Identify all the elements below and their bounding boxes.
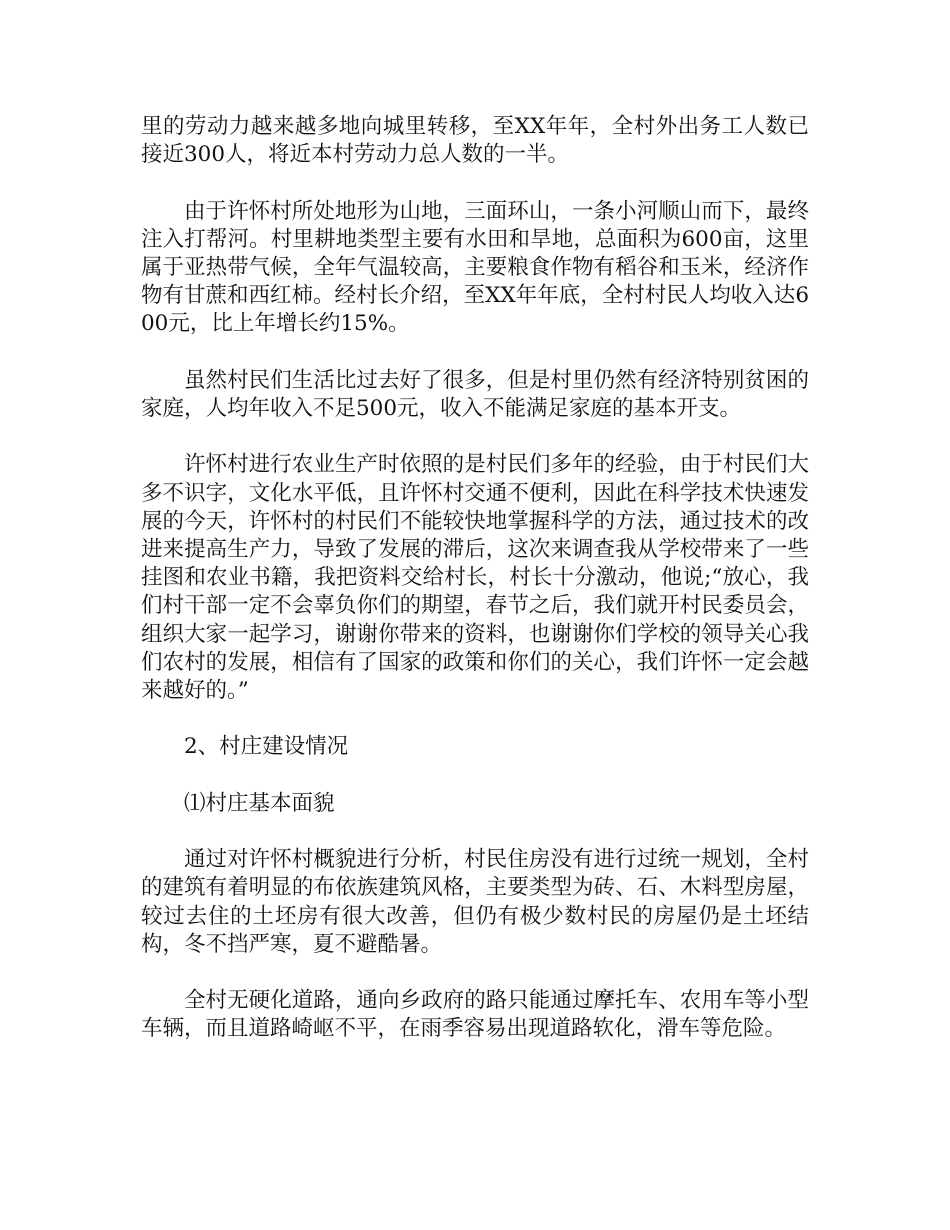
paragraph-housing: 通过对许怀村概貌进行分析，村民住房没有进行过统一规划，全村的建筑有着明显的布依族建筑风格，主要类型为砖、石、木料型房屋，较过去住的土坯房有很大改善，但仍有极少数村民的房屋仍是土坯结构，冬不挡严寒，夏不避酷暑。	[141, 847, 809, 957]
paragraph-roads: 全村无硬化道路，通向乡政府的路只能通过摩托车、农用车等小型车辆，而且道路崎岖不平，在雨季容易出现道路软化，滑车等危险。	[141, 988, 809, 1042]
subsection-heading-village-appearance: ⑴村庄基本面貌	[184, 790, 335, 816]
paragraph-geography-income: 由于许怀村所处地形为山地，三面环山，一条小河顺山而下，最终注入打帮河。村里耕地类型主要有水田和旱地，总面积为600亩，这里属于亚热带气候，全年气温较高，主要粮食作物有稻谷和玉米，经济作物有甘蔗和西红柿。经村长介绍，至XX年年底，全村村民人均收入达600元，比上年增长约15%。	[141, 198, 809, 337]
paragraph-poverty: 虽然村民们生活比过去好了很多，但是村里仍然有经济特别贫困的家庭，人均年收入不足500元，收入不能满足家庭的基本开支。	[141, 367, 809, 421]
section-heading-village-construction: 2、村庄建设情况	[184, 734, 349, 760]
paragraph-agriculture-technology: 许怀村进行农业生产时依照的是村民们多年的经验，由于村民们大多不识字，文化水平低，且许怀村交通不便利，因此在科学技术快速发展的今天，许怀村的村民们不能较快地掌握科学的方法，通过技术的改进来提高生产力，导致了发展的滞后，这次来调查我从学校带来了一些挂图和农业书籍，我把资料交给村长，村长十分激动，他说;“放心，我们村干部一定不会辜负你们的期望，春节之后，我们就开村民委员会，组织大家一起学习，谢谢你带来的资料，也谢谢你们学校的领导关心我们农村的发展，相信有了国家的政策和你们的关心，我们许怀一定会越来越好的。”	[141, 452, 809, 704]
document-body	[141, 113, 809, 1072]
paragraph-labor-migration: 里的劳动力越来越多地向城里转移，至XX年年，全村外出务工人数已接近300人，将近本村劳动力总人数的一半。	[141, 114, 809, 168]
